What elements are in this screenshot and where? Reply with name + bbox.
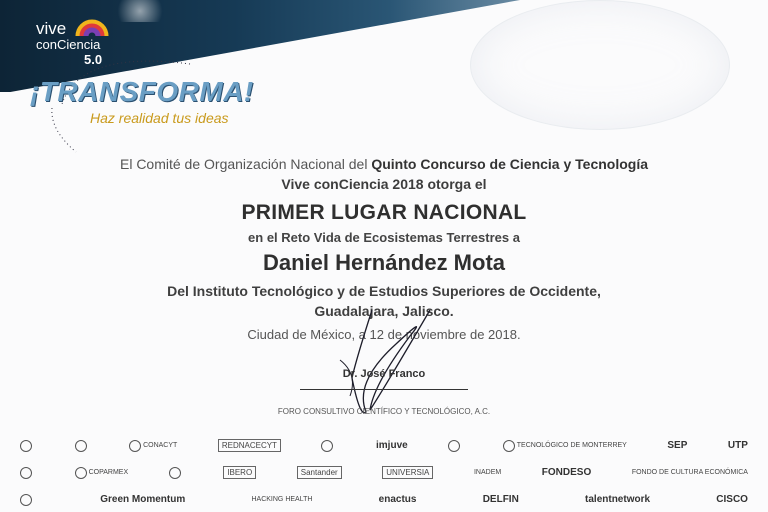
sponsor-logo: CISCO <box>716 494 748 505</box>
signature-line <box>300 389 468 390</box>
headline-transforma: ¡TRANSFORMA! <box>30 76 254 107</box>
handwritten-signature <box>300 300 480 420</box>
sponsor-logo: INADEM <box>473 469 502 476</box>
committee-line <box>0 156 768 172</box>
contest-name: Quinto Concurso de Ciencia y Tecnología <box>371 156 649 172</box>
place-date: Ciudad de México, a 12 de noviembre de 2018. <box>247 327 521 342</box>
institution-line-1: Del Instituto Tecnológico y de Estudios Superiores de Occidente, <box>167 283 601 299</box>
logo-version: 5.0 <box>84 52 103 67</box>
signer-organization: FORO CONSULTIVO CIENTÍFICO Y TECNOLÓGICO, A.C. <box>277 407 491 416</box>
sponsor-logo <box>448 440 462 452</box>
sponsor-logo <box>20 440 34 452</box>
seal-icon <box>321 440 333 452</box>
slogan: Haz realidad tus ideas <box>90 110 229 126</box>
seal-icon <box>448 440 460 452</box>
sponsor-logo <box>75 440 89 452</box>
institution-line-2: Guadalajara, Jalisco. <box>314 303 454 319</box>
sponsor-logo: DELFIN <box>482 494 519 505</box>
logo-vive-text: vive <box>36 19 67 38</box>
sponsor-logo: UNIVERSIA <box>382 466 433 479</box>
sponsor-row-3 <box>20 486 748 512</box>
committee-prefix: El Comité de Organización Nacional del <box>119 156 372 172</box>
sponsor-logo <box>20 467 34 479</box>
circle-icon <box>129 440 141 452</box>
seal-icon <box>503 440 515 452</box>
award-title: PRIMER LUGAR NACIONAL <box>241 201 527 224</box>
sponsor-logo: Santander <box>297 466 342 479</box>
sponsor-logo: Green Momentum <box>100 494 186 505</box>
star-icon <box>75 467 87 479</box>
grant-line: Vive conCiencia 2018 otorga el <box>281 176 487 192</box>
seal-icon <box>20 440 32 452</box>
sponsor-logo: enactus <box>378 494 417 505</box>
seal-icon <box>75 440 87 452</box>
sponsor-logo: FONDO DE CULTURA ECONÓMICA <box>631 469 748 476</box>
circle-icon <box>169 467 181 479</box>
sponsor-logo <box>169 467 183 479</box>
sponsor-row-1 <box>20 432 748 459</box>
sponsor-logo: HACKING HEALTH <box>251 496 313 503</box>
watermark-seal <box>470 0 730 130</box>
sponsor-logo <box>321 440 335 452</box>
sponsor-logo: REDNACECYT <box>218 439 281 452</box>
sponsor-logo: talentnetwork <box>585 494 651 505</box>
sponsor-logo: imjuve <box>376 440 408 451</box>
seal-icon <box>20 467 32 479</box>
sponsor-logo: IBERO <box>223 466 256 479</box>
sponsor-logo: SEP <box>667 440 688 451</box>
signer-name: Dr. José Franco <box>342 368 426 380</box>
sponsor-logo: TECNOLÓGICO DE MONTERREY <box>503 440 627 452</box>
sponsor-logo: COPARMEX <box>75 467 129 479</box>
sponsor-logos <box>20 432 748 512</box>
vive-logo-icon <box>74 10 110 40</box>
tree-icon <box>20 494 32 506</box>
recipient-name: Daniel Hernández Mota <box>262 250 506 275</box>
sponsor-logo <box>20 494 34 506</box>
sponsor-logo: CONACYT <box>129 440 177 452</box>
category-line: en el Reto Vida de Ecosistemas Terrestres a <box>248 230 520 245</box>
logo-conciencia-text: conCiencia <box>36 37 101 52</box>
sponsor-logo: FONDESO <box>541 467 592 478</box>
sponsor-logo: UTP <box>727 440 748 451</box>
sponsor-row-2 <box>20 459 748 486</box>
